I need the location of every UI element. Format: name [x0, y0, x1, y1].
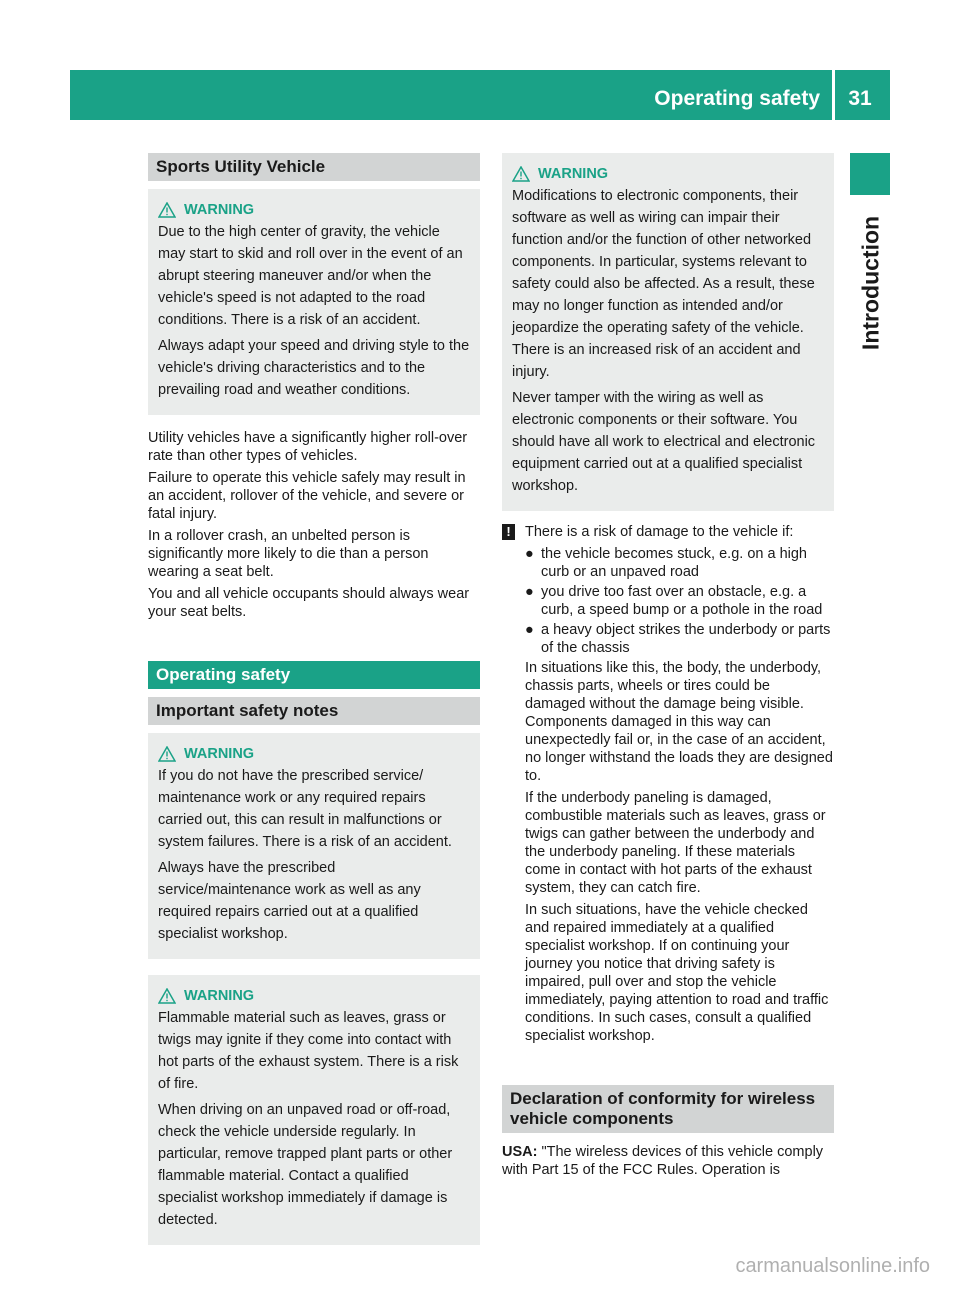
warning-triangle-icon	[512, 166, 530, 182]
list-item	[525, 621, 834, 657]
section-heading-important-safety-notes: Important safety notes	[148, 697, 480, 725]
warning-text: Due to the high center of gravity, the vehicle may start to skid and roll over in the event of an abrupt steering maneuver and/or when the vehicle's speed is not adapted to the road conditions. There is a risk of an accident.	[158, 224, 463, 328]
warning-label: WARNING	[184, 988, 255, 1004]
list-item	[525, 545, 834, 581]
warning-title	[158, 985, 470, 1007]
paragraph	[502, 1143, 834, 1179]
exclamation-icon: !	[502, 524, 515, 540]
section-heading-operating-safety: Operating safety	[148, 661, 480, 689]
paragraph: If the underbody paneling is damaged, combustible materials such as leaves, grass or twigs can gather between the underbody and the underbody paneling. If these materials come in contact with hot parts of the exhaust system, they can catch fire.	[525, 790, 826, 896]
warning-label: WARNING	[538, 166, 609, 182]
warning-label: WARNING	[184, 746, 255, 762]
paragraph: Failure to operate this vehicle safely may result in an accident, rollover of the vehicle, and severe or fatal injury.	[148, 470, 466, 522]
watermark: carmanualsonline.info	[735, 1255, 930, 1277]
usa-text: "The wireless devices of this vehicle comply with Part 15 of the FCC Rules. Operation is	[502, 1144, 824, 1178]
section-heading-declaration: Declaration of conformity for wireless vehicle components	[502, 1085, 834, 1133]
warning-box	[502, 153, 834, 511]
notice-lead: There is a risk of damage to the vehicle if:	[525, 524, 794, 540]
warning-text: When driving on an unpaved road or off-road, check the vehicle underside regularly. In particular, remove trapped plant parts or other flammable material. Contact a qualified specialist workshop immediately if damage is detected.	[158, 1102, 453, 1228]
notice-content	[525, 523, 834, 1049]
warning-title	[158, 743, 470, 765]
paragraph: In such situations, have the vehicle checked and repaired immediately at a qualified specialist workshop. If on continuing your journey you notice that driving safety is impaired, pull over and stop the vehicle immediately, paying attention to road and traffic conditions. In such cases, consult a qualified specialist workshop.	[525, 902, 829, 1044]
bullet-icon: ●	[525, 584, 534, 600]
side-tab	[850, 153, 890, 195]
right-column	[502, 153, 834, 1183]
paragraph: You and all vehicle occupants should always wear your seat belts.	[148, 586, 470, 620]
paragraph: In a rollover crash, an unbelted person is significantly more likely to die than a person wearing a seat belt.	[148, 528, 429, 580]
warning-text: Never tamper with the wiring as well as electronic components or their software. You should have all work to electrical and electronic equipment carried out at a qualified specialist workshop.	[512, 390, 816, 494]
warning-box	[148, 733, 480, 959]
paragraph: In situations like this, the body, the underbody, chassis parts, wheels or tires could be damaged without the damage being visible. Components damaged in this way can unexpectedly fail or, in the case of an accident, no longer withstand the loads they are designed to.	[525, 660, 833, 784]
warning-text: Modifications to electronic components, their software as well as wiring can impair their function and/or the function of other networked components. In particular, systems relevant to safety could also be affected. As a result, these may no longer function as intended and/or jeopardize the operating safety of the vehicle. There is an increased risk of an accident and injury.	[512, 188, 815, 380]
warning-text: Flammable material such as leaves, grass or twigs may ignite if they come into contact with hot parts of the exhaust system. There is a risk of fire.	[158, 1010, 459, 1092]
side-label-text: Introduction	[857, 215, 884, 350]
list-item-text: a heavy object strikes the underbody or parts of the chassis	[541, 622, 831, 656]
bullet-icon: ●	[525, 622, 534, 638]
warning-title	[158, 199, 470, 221]
bullet-icon: ●	[525, 546, 534, 562]
list-item	[525, 583, 834, 619]
list-item-text: you drive too fast over an obstacle, e.g. a curb, a speed bump or a pothole in the road	[541, 584, 823, 618]
list-item-text: the vehicle becomes stuck, e.g. on a high curb or an unpaved road	[541, 546, 807, 580]
warning-text: Always adapt your speed and driving style to the vehicle's driving characteristics and to the prevailing road and weather conditions.	[158, 338, 470, 398]
left-column	[148, 153, 480, 1245]
warning-title	[512, 163, 824, 185]
page-title: Operating safety	[654, 87, 820, 110]
paragraph: Utility vehicles have a significantly higher roll-over rate than other types of vehicles.	[148, 430, 468, 464]
warning-text: Always have the prescribed service/maintenance work as well as any required repairs carried out at a qualified specialist workshop.	[158, 860, 421, 942]
warning-triangle-icon	[158, 746, 176, 762]
warning-label: WARNING	[184, 202, 255, 218]
warning-triangle-icon	[158, 202, 176, 218]
notice-block	[502, 523, 834, 1049]
side-section-label	[848, 210, 894, 355]
page-number: 31	[848, 87, 872, 110]
usa-label: USA:	[502, 1144, 538, 1160]
warning-box	[148, 189, 480, 415]
warning-box	[148, 975, 480, 1245]
warning-text: If you do not have the prescribed service/ maintenance work or any required repairs carried out, this can result in malfunctions or system failures. There is a risk of an accident.	[158, 768, 452, 850]
warning-triangle-icon	[158, 988, 176, 1004]
section-heading: Sports Utility Vehicle	[148, 153, 480, 181]
header-divider	[832, 70, 835, 120]
